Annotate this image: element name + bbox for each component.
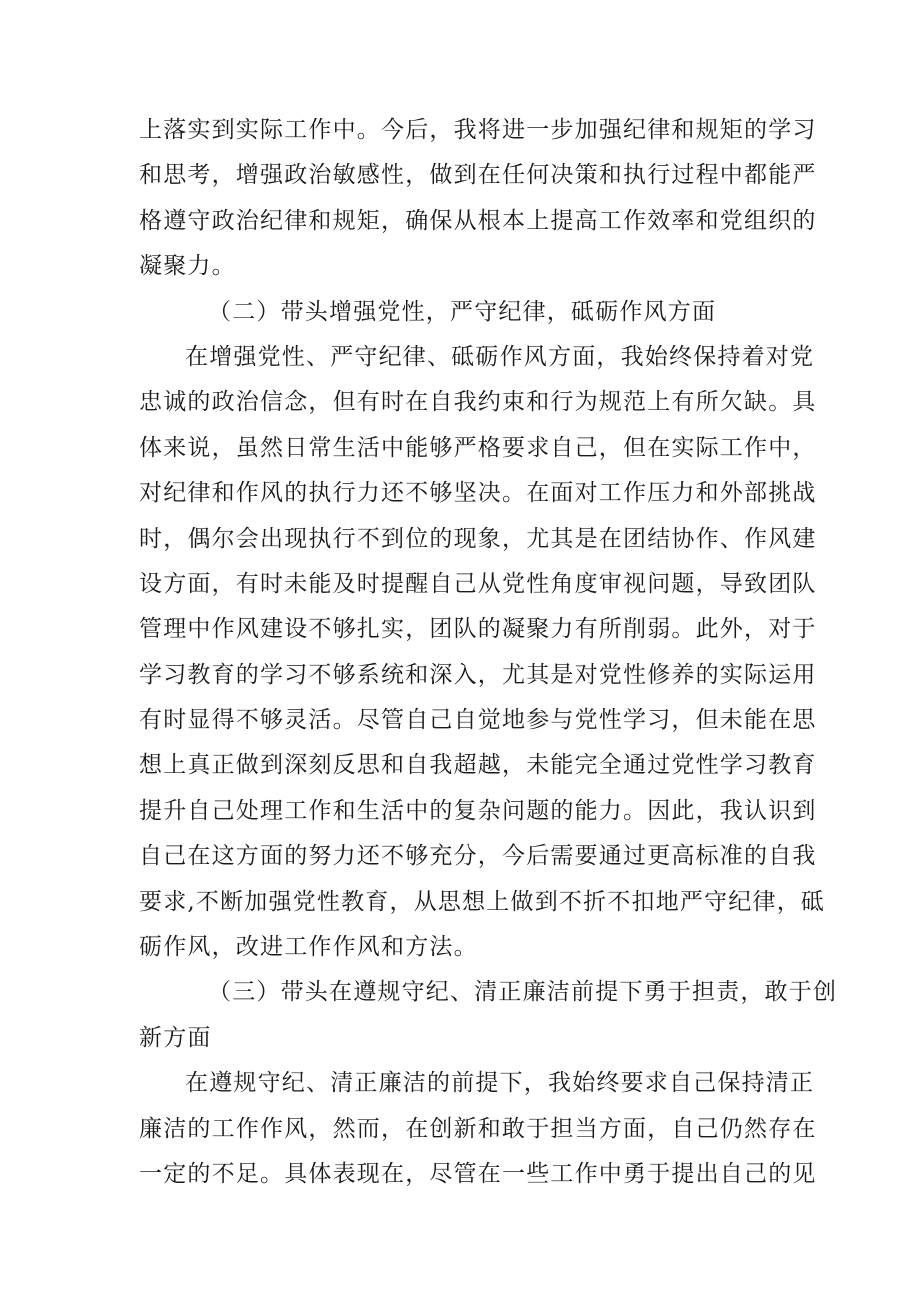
text-line: 管理中作风建设不够扎实，团队的凝聚力有所削弱。此外，对于 [139, 616, 817, 643]
text-line: 砺作风，改进工作作风和方法。 [139, 934, 478, 961]
text-line: 格遵守政治纪律和规矩，确保从根本上提高工作效率和党组织的 [139, 207, 817, 234]
text-line: 和思考，增强政治敏感性，做到在任何决策和执行过程中都能严 [139, 162, 817, 189]
text-line: 在遵规守纪、清正廉洁的前提下，我始终要求自己保持清正 [185, 1070, 815, 1097]
text-line: 在增强党性、严守纪律、砥砺作风方面，我始终保持着对党 [185, 343, 815, 370]
text-line: 凝聚力。 [139, 253, 236, 280]
heading-line: 新方面 [139, 1024, 212, 1051]
paragraph-continuation [139, 108, 817, 290]
text-line: 有时显得不够灵活。尽管自己自觉地参与党性学习，但未能在思 [139, 707, 817, 734]
text-line: 上落实到实际工作中。今后，我将进一步加强纪律和规矩的学习 [139, 117, 817, 143]
heading-line: （二）带头增强党性，严守纪律，砥砺作风方面 [208, 298, 717, 325]
text-line: 一定的不足。具体表现在，尽管在一些工作中勇于提出自己的见 [139, 1160, 817, 1187]
text-line: 时，偶尔会出现执行不到位的现象，尤其是在团结协作、作风建 [139, 525, 817, 552]
section-heading-2 [139, 290, 789, 335]
paragraph-party-spirit [139, 335, 826, 970]
text-line: 忠诚的政治信念，但有时在自我约束和行为规范上有所欠缺。具 [139, 389, 817, 416]
text-line: 学习教育的学习不够系统和深入，尤其是对党性修养的实际运用 [139, 661, 817, 688]
text-line: 体来说，虽然日常生活中能够严格要求自己，但在实际工作中， [139, 434, 817, 461]
text-line: 要求,不断加强党性教育，从思想上做到不折不扣地严守纪律，砥 [139, 888, 826, 915]
text-line: 对纪律和作风的执行力还不够坚决。在面对工作压力和外部挑战 [139, 480, 817, 507]
text-line: 提升自己处理工作和生活中的复杂问题的能力。因此，我认识到 [139, 797, 817, 824]
document-body [139, 108, 838, 1197]
text-line: 想上真正做到深刻反思和自我超越，未能完全通过党性学习教育 [139, 752, 817, 779]
heading-line: （三）带头在遵规守纪、清正廉洁前提下勇于担责，敢于创 [208, 979, 838, 1006]
text-line: 自己在这方面的努力还不够充分，今后需要通过更高标准的自我 [139, 843, 817, 870]
text-line: 设方面，有时未能及时提醒自己从党性角度审视问题，导致团队 [139, 570, 817, 597]
section-heading-3 [139, 970, 838, 1061]
text-line: 廉洁的工作作风，然而，在创新和敢于担当方面，自己仍然存在 [139, 1115, 817, 1142]
paragraph-integrity [139, 1061, 817, 1197]
